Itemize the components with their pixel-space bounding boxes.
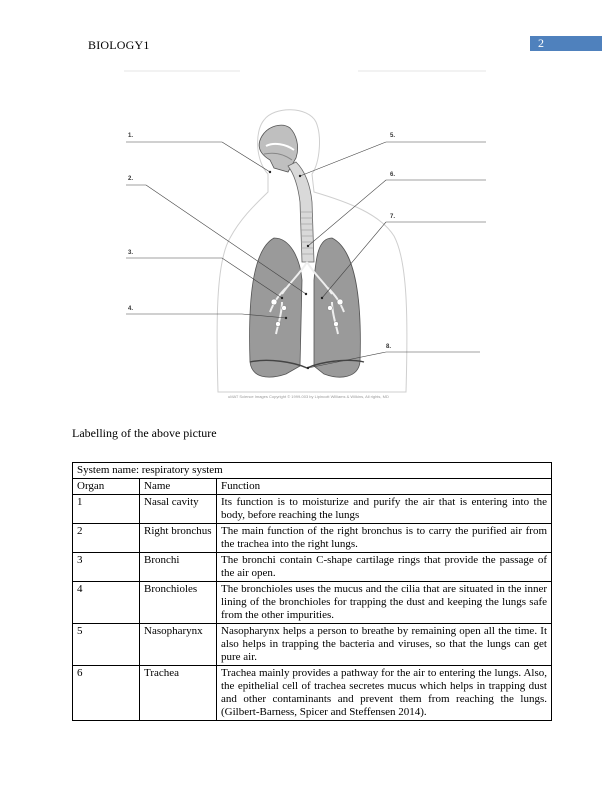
header-organ: Organ	[73, 479, 140, 495]
organ-number: 4	[73, 582, 140, 624]
table-row	[73, 582, 552, 624]
table-row	[73, 553, 552, 582]
organ-name: Trachea	[140, 666, 217, 721]
respiratory-diagram	[118, 62, 494, 410]
figure-label-4: 4.	[128, 306, 134, 312]
organ-name: Bronchioles	[140, 582, 217, 624]
figure-label-5: 5.	[390, 133, 396, 139]
organ-number: 2	[73, 524, 140, 553]
organ-name: Right bronchus	[140, 524, 217, 553]
organ-number: 3	[73, 553, 140, 582]
figure-label-7: 7.	[390, 214, 396, 220]
table-row	[73, 624, 552, 666]
figure-label-3: 3.	[128, 250, 134, 256]
organ-function: Nasopharynx helps a person to breathe by remaining open all the time. It also helps in trapping the bacteria and viruses, so that the lungs can get pure air.	[217, 624, 552, 666]
organ-number: 5	[73, 624, 140, 666]
left-lung	[314, 238, 360, 377]
organ-number: 1	[73, 495, 140, 524]
header-name: Name	[140, 479, 217, 495]
figure-label-6: 6.	[390, 172, 396, 178]
system-name-cell: System name: respiratory system	[73, 463, 552, 479]
figure-caption: Labelling of the above picture	[72, 426, 217, 440]
organ-function: Trachea mainly provides a pathway for the air to entering the lungs. Also, the epithelial cell of trachea secretes mucus which helps in trapping dust and other contaminants and prevent them from reaching the lungs.(Gilbert-Barness, Spicer and Steffensen 2014).	[217, 666, 552, 721]
figure-label-8: 8.	[386, 344, 392, 350]
organ-function: The bronchioles uses the mucus and the cilia that are situated in the inner lining of the bronchioles for trapping the dust and keeping the lungs safe from the other impurities.	[217, 582, 552, 624]
table-row	[73, 495, 552, 524]
figure-label-1: 1.	[128, 133, 134, 139]
organ-function: The bronchi contain C-shape cartilage rings that provide the passage of the air open.	[217, 553, 552, 582]
table-row	[73, 666, 552, 721]
organ-name: Nasal cavity	[140, 495, 217, 524]
header-title: BIOLOGY1	[88, 38, 150, 52]
organ-name: Bronchi	[140, 553, 217, 582]
system-name-row	[73, 463, 552, 479]
table-row	[73, 524, 552, 553]
organ-function: The main function of the right bronchus is to carry the purified air from the trachea into the right lungs.	[217, 524, 552, 553]
organ-function: Its function is to moisturize and purify the air that is entering into the body, before reaching the lungs	[217, 495, 552, 524]
organ-table	[72, 462, 552, 721]
table-header-row	[73, 479, 552, 495]
figure-credit: uMAT Science Images Copyright © 1999-003 by Lipincott Williams & Wilkins, All rights, MD	[228, 394, 389, 399]
header-function: Function	[217, 479, 552, 495]
respiratory-diagram-svg	[118, 62, 494, 410]
page-number-badge: 2	[530, 36, 602, 51]
organ-number: 6	[73, 666, 140, 721]
figure-label-2: 2.	[128, 176, 134, 182]
organ-name: Nasopharynx	[140, 624, 217, 666]
right-lung	[250, 238, 302, 377]
